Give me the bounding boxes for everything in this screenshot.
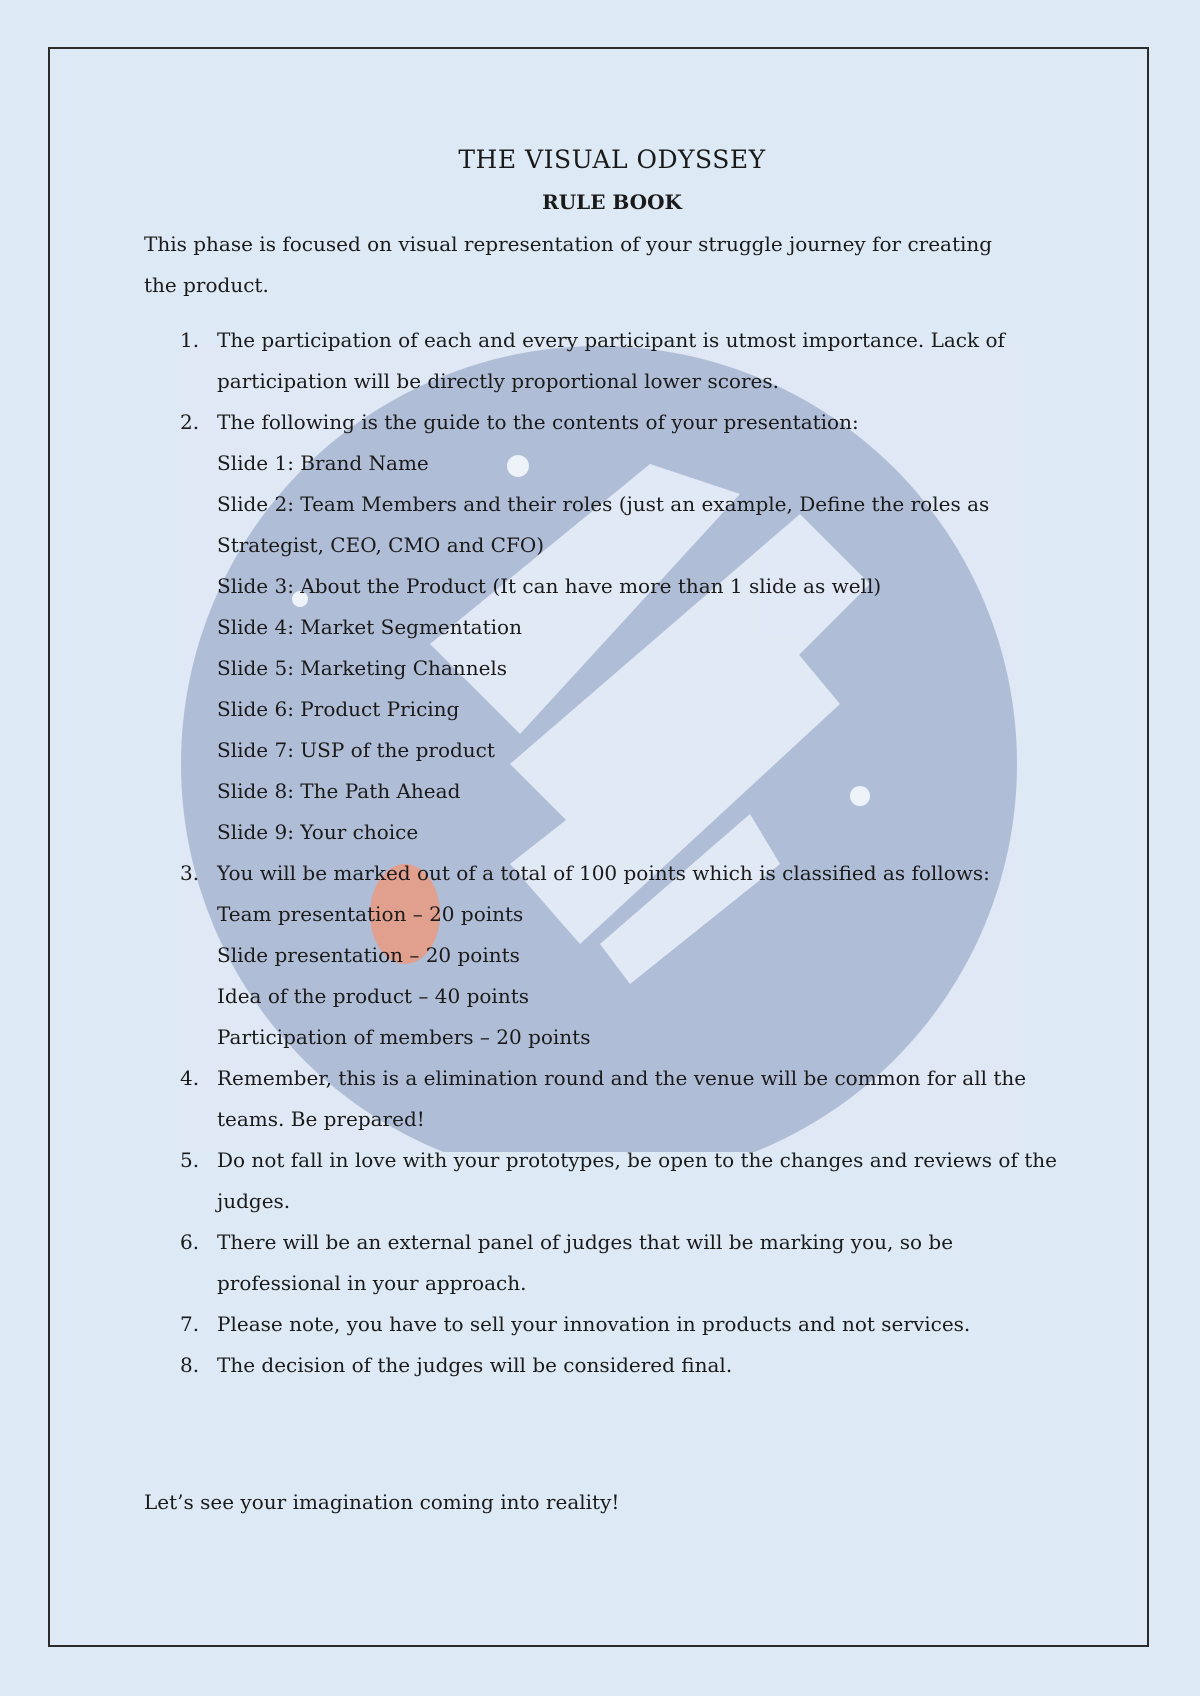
page-title: THE VISUAL ODYSSEY bbox=[458, 145, 766, 174]
rule-item bbox=[144, 1058, 1064, 1140]
rule-number: 4. bbox=[180, 1066, 200, 1090]
rule-item bbox=[144, 402, 1064, 853]
rule-text: You will be marked out of a total of 100 points which is classified as follows: bbox=[217, 861, 990, 885]
slide-guide-item: Slide 5: Marketing Channels bbox=[217, 656, 508, 680]
rule-text: The decision of the judges will be considered final. bbox=[217, 1353, 733, 1377]
rule-item bbox=[144, 1140, 1064, 1222]
rule-number: 6. bbox=[180, 1230, 200, 1254]
rule-item bbox=[144, 1222, 1064, 1304]
rule-item bbox=[144, 853, 1064, 1058]
rule-number: 2. bbox=[180, 410, 200, 434]
rule-text: Do not fall in love with your prototypes, be open to the changes and reviews of the judges. bbox=[217, 1148, 1057, 1213]
rules-list bbox=[144, 320, 1064, 1386]
scoring-item: Idea of the product – 40 points bbox=[217, 984, 530, 1008]
rule-book-content bbox=[144, 140, 1064, 1386]
rule-item bbox=[144, 320, 1064, 402]
rule-number: 7. bbox=[180, 1312, 200, 1336]
slide-guide-item: Slide 1: Brand Name bbox=[217, 451, 429, 475]
scoring-item: Slide presentation – 20 points bbox=[217, 943, 520, 967]
rule-number: 5. bbox=[180, 1148, 200, 1172]
slide-guide-item: Slide 7: USP of the product bbox=[217, 738, 495, 762]
slide-guide-item: Slide 3: About the Product (It can have more than 1 slide as well) bbox=[217, 574, 882, 598]
rule-text: Remember, this is a elimination round and the venue will be common for all the teams. Be prepared! bbox=[217, 1066, 1027, 1131]
rule-number: 1. bbox=[180, 328, 200, 352]
slide-guide-item: Slide 8: The Path Ahead bbox=[217, 779, 461, 803]
rule-number: 3. bbox=[180, 861, 200, 885]
page-subtitle: RULE BOOK bbox=[542, 190, 682, 214]
rule-item bbox=[144, 1345, 1064, 1386]
scoring-item: Participation of members – 20 points bbox=[217, 1025, 591, 1049]
slide-guide-item: Slide 2: Team Members and their roles (just an example, Define the roles as Strategist, CEO, CMO and CFO) bbox=[217, 492, 990, 557]
rule-number: 8. bbox=[180, 1353, 200, 1377]
closing-line: Let’s see your imagination coming into reality! bbox=[144, 1490, 620, 1514]
rule-text: There will be an external panel of judges that will be marking you, so be professional in your approach. bbox=[217, 1230, 954, 1295]
rule-text: Please note, you have to sell your innovation in products and not services. bbox=[217, 1312, 971, 1336]
rule-item bbox=[144, 1304, 1064, 1345]
slide-guide-item: Slide 9: Your choice bbox=[217, 820, 419, 844]
scoring-item: Team presentation – 20 points bbox=[217, 902, 524, 926]
intro-paragraph: This phase is focused on visual representation of your struggle journey for creating the product. bbox=[144, 232, 993, 297]
slide-guide-item: Slide 4: Market Segmentation bbox=[217, 615, 522, 639]
slide-guide-item: Slide 6: Product Pricing bbox=[217, 697, 460, 721]
rule-text: The following is the guide to the contents of your presentation: bbox=[217, 410, 859, 434]
rule-text: The participation of each and every participant is utmost importance. Lack of participation will be directly proportional lower scores. bbox=[217, 328, 1005, 393]
